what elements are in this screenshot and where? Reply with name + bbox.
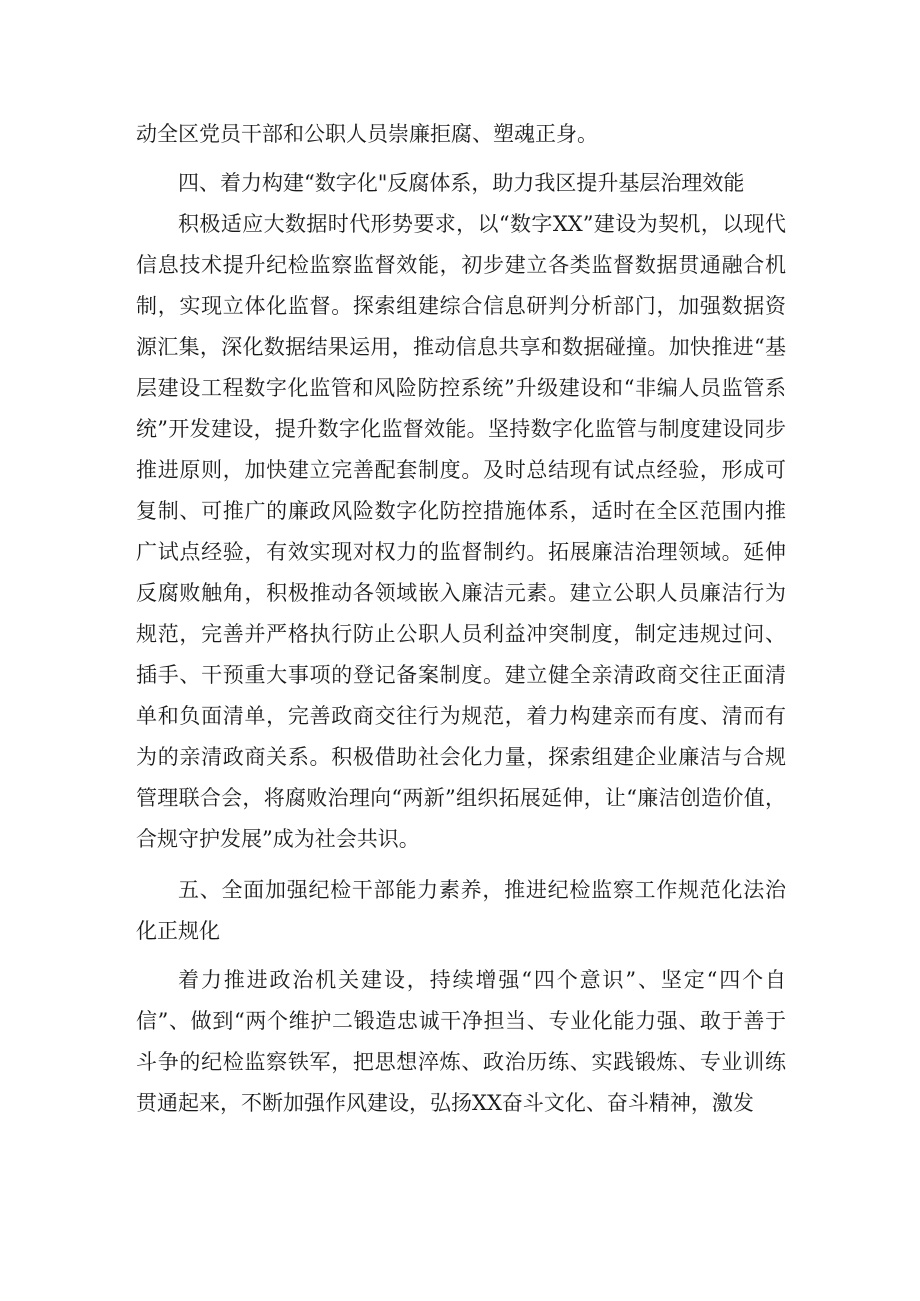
paragraph-digital-anticorruption: 积极适应大数据时代形势要求，以“数字XX”建设为契机，以现代信息技术提升纪检监察监督效能，初步建立各类监督数据贯通融合机制，实现立体化监督。探索组建综合信息研判分析部门，加强数据资源汇集，深化数据结果运用，推动信息共享和数据碰撞。加快推进“基层建设工程数字化监管和风险防控系统”升级建设和“非编人员监管系统”开发建设，提升数字化监督效能。坚持数字化监管与制度建设同步推进原则，加快建立完善配套制度。及时总结现有试点经验，形成可复制、可推广的廉政风险数字化防控措施体系，适时在全区范围内推广试点经验，有效实现对权力的监督制约。拓展廉洁治理领域。延伸反腐败触角，积极推动各领域嵌入廉洁元素。建立公职人员廉洁行为规范，完善并严格执行防止公职人员利益冲突制度，制定违规过问、插手、干预重大事项的登记备案制度。建立健全亲清政商交往正面清单和负面清单，完善政商交往行为规范，着力构建亲而有度、清而有为的亲清政商关系。积极借助社会化力量，探索组建企业廉洁与合规管理联合会，将腐败治理向“两新”组织拓展延伸，让“廉洁创造价值，合规守护发展”成为社会共识。 (136, 212, 786, 851)
section-heading-5: 五、全面加强纪检干部能力素养，推进纪检监察工作规范化法治化正规化 (136, 878, 786, 943)
paragraph-continuation: 动全区党员干部和公职人员崇廉拒腐、塑魂正身。 (136, 122, 598, 146)
section-heading-4: 四、着力构建“数字化"反腐体系，助力我区提升基层治理效能 (178, 171, 745, 195)
document-body (136, 114, 786, 1124)
paragraph-cadre-capacity: 着力推进政治机关建设，持续增强“四个意识”、坚定“四个自信”、做到“两个维护二锻造忠诚干净担当、专业化能力强、敢于善于斗争的纪检监察铁军，把思想淬炼、政治历练、实践锻炼、专业训练贯通起来，不断加强作风建设，弘扬XX奋斗文化、奋斗精神，激发 (136, 968, 786, 1115)
